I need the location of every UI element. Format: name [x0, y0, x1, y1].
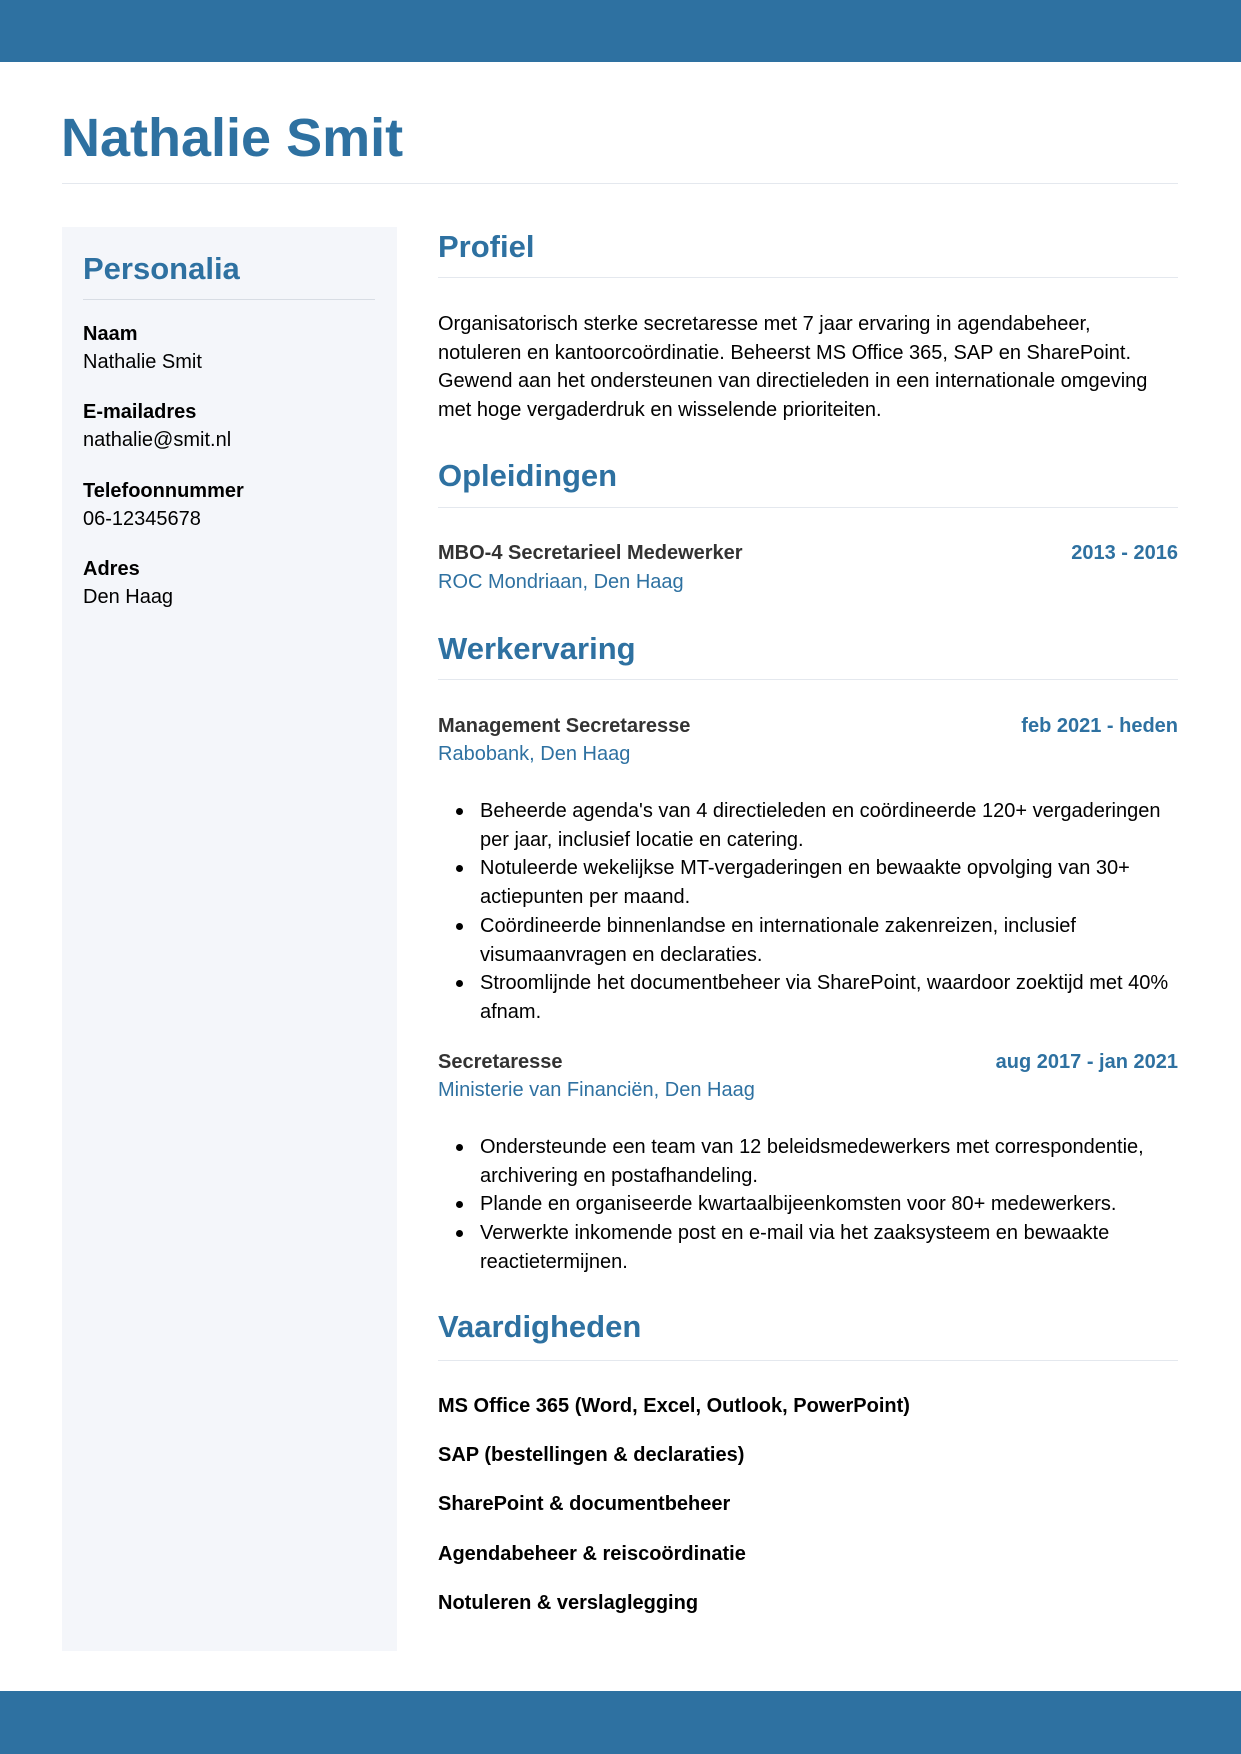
title-divider	[62, 183, 1178, 184]
field-label: Naam	[83, 323, 138, 345]
list-item: Beheerde agenda's van 4 directieleden en coördineerde 120+ vergaderingen per jaar, inclusief locatie en catering.	[438, 797, 1178, 854]
profiel-divider	[438, 277, 1178, 278]
profiel-heading: Profiel	[438, 229, 535, 264]
field-value: 06-12345678	[83, 508, 201, 530]
job-bullet-list	[438, 797, 1178, 1027]
field-value: Nathalie Smit	[83, 351, 202, 373]
bottom-banner	[0, 1691, 1241, 1754]
field-email	[83, 398, 383, 454]
field-adres	[83, 555, 383, 611]
page-title: Nathalie Smit	[61, 108, 404, 168]
education-institution: ROC Mondriaan, Den Haag	[438, 571, 684, 593]
job-title: Secretaresse	[438, 1051, 563, 1073]
profile-summary: Organisatorisch sterke secretaresse met 7 jaar ervaring in agendabeheer, notuleren en kantoorcoördinatie. Beheerst MS Office 365, SAP en SharePoint. Gewend aan het ondersteunen van directieleden in een internationale omgeving met hoge vergaderdruk en wisselende prioriteiten.	[438, 313, 1148, 422]
field-label: Adres	[83, 558, 140, 580]
skill-item: MS Office 365 (Word, Excel, Outlook, PowerPoint)	[438, 1395, 910, 1417]
personalia-heading: Personalia	[83, 251, 240, 286]
job-title: Management Secretaresse	[438, 715, 691, 737]
job-company: Rabobank, Den Haag	[438, 743, 631, 765]
field-label: E-mailadres	[83, 401, 197, 423]
education-date: 2013 - 2016	[1071, 542, 1178, 564]
field-value: Den Haag	[83, 586, 174, 608]
personalia-divider	[83, 299, 375, 300]
field-value: nathalie@smit.nl	[83, 429, 232, 451]
field-telefoon	[83, 477, 383, 533]
list-item: Verwerkte inkomende post en e-mail via het zaaksysteem en bewaakte reactietermijnen.	[438, 1219, 1178, 1276]
werkervaring-heading: Werkervaring	[438, 631, 636, 666]
vaardigheden-heading: Vaardigheden	[438, 1309, 642, 1344]
skill-item: SharePoint & documentbeheer	[438, 1493, 731, 1515]
job-entry	[438, 1048, 1178, 1076]
skill-item: Notuleren & verslaglegging	[438, 1592, 699, 1614]
job-date: aug 2017 - jan 2021	[995, 1051, 1178, 1073]
list-item: Plande en organiseerde kwartaalbijeenkomsten voor 80+ medewerkers.	[438, 1190, 1178, 1219]
top-banner	[0, 0, 1241, 62]
job-entry	[438, 712, 1178, 740]
werkervaring-divider	[438, 679, 1178, 680]
opleidingen-divider	[438, 507, 1178, 508]
skill-item: SAP (bestellingen & declaraties)	[438, 1444, 745, 1466]
list-item: Coördineerde binnenlandse en internationale zakenreizen, inclusief visumaanvragen en declaraties.	[438, 912, 1178, 969]
list-item: Stroomlijnde het documentbeheer via SharePoint, waardoor zoektijd met 40% afnam.	[438, 969, 1178, 1026]
skill-item: Agendabeheer & reiscoördinatie	[438, 1543, 746, 1565]
education-entry	[438, 539, 1178, 567]
job-company: Ministerie van Financiën, Den Haag	[438, 1079, 755, 1101]
job-date: feb 2021 - heden	[1021, 715, 1178, 737]
field-naam	[83, 320, 383, 376]
job-bullet-list	[438, 1133, 1178, 1277]
list-item: Ondersteunde een team van 12 beleidsmedewerkers met correspondentie, archivering en postafhandeling.	[438, 1133, 1178, 1190]
vaardigheden-divider	[438, 1360, 1178, 1361]
list-item: Notuleerde wekelijkse MT-vergaderingen en bewaakte opvolging van 30+ actiepunten per maand.	[438, 854, 1178, 911]
education-title: MBO-4 Secretarieel Medewerker	[438, 542, 743, 564]
opleidingen-heading: Opleidingen	[438, 458, 618, 493]
field-label: Telefoonnummer	[83, 480, 244, 502]
